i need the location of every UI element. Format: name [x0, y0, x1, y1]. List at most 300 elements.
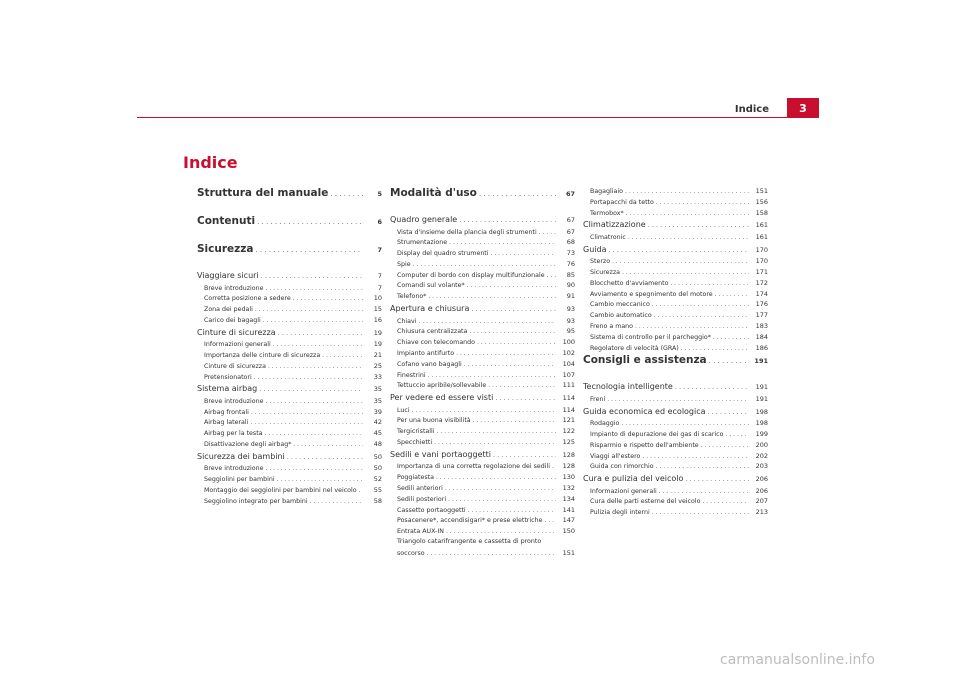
toc-entry-sub[interactable]	[583, 419, 768, 430]
leader-dots	[330, 190, 363, 198]
toc-page-number: 102	[562, 348, 575, 357]
toc-page-number: 19	[373, 340, 382, 349]
toc-entry-sub[interactable]	[197, 497, 382, 508]
toc-page-number: 45	[373, 429, 382, 438]
leader-dots	[266, 465, 363, 472]
toc-entry-sub[interactable]	[197, 284, 382, 295]
toc-entry-sub[interactable]	[390, 292, 575, 303]
toc-page-number: 161	[755, 232, 768, 241]
toc-entry-label: Cura e pulizia del veicolo	[583, 474, 684, 484]
toc-page-number: 114	[562, 405, 575, 414]
toc-page-number: 128	[562, 450, 575, 459]
toc-entry-sub[interactable]	[583, 268, 768, 279]
leader-dots	[448, 496, 556, 503]
toc-page-number: 10	[373, 294, 382, 303]
toc-page-number: 90	[566, 281, 575, 290]
toc-page-number: 161	[755, 221, 768, 230]
toc-page-number: 114	[562, 394, 575, 403]
leader-dots	[293, 441, 363, 448]
toc-entry-label: Blocchetto d'avviamento	[590, 279, 669, 287]
toc-page-number: 151	[562, 548, 575, 557]
toc-entry-label: Importanza di una corretta regolazione dei sedili	[397, 463, 550, 471]
toc-page-number: 186	[755, 343, 768, 352]
leader-dots	[456, 350, 556, 357]
toc-entry-sub[interactable]	[390, 271, 575, 282]
toc-entry-label: Tergicristalli	[397, 428, 435, 436]
toc-entry-sub[interactable]	[583, 311, 768, 322]
toc-entry-sub[interactable]	[390, 360, 575, 371]
toc-entry-label: Cambio meccanico	[590, 301, 650, 309]
toc-entry-label: Montaggio dei seggiolini per bambini nel veicolo	[204, 486, 357, 494]
leader-dots	[652, 301, 749, 308]
toc-entry-section[interactable]	[390, 304, 575, 317]
leader-dots	[263, 317, 363, 324]
leader-dots	[413, 261, 556, 268]
toc-page-number: 91	[566, 292, 575, 301]
toc-page-number: 111	[562, 381, 575, 390]
toc-entry-label: Sedili posteriori	[397, 495, 447, 503]
toc-entry-sub[interactable]	[390, 281, 575, 292]
toc-page-number: 170	[755, 257, 768, 266]
header-divider	[137, 117, 819, 118]
toc-entry-label: Apertura e chiusura	[390, 304, 470, 314]
toc-entry-sub[interactable]	[390, 495, 575, 506]
toc-page-number: 15	[373, 305, 382, 314]
leader-dots	[701, 442, 749, 449]
leader-dots	[626, 210, 749, 217]
leader-dots	[322, 352, 363, 359]
toc-entry-sub[interactable]	[197, 362, 382, 373]
toc-entry-sub[interactable]	[390, 238, 575, 249]
toc-entry-label: Spie	[397, 260, 411, 268]
toc-page-number: 6	[377, 218, 382, 226]
toc-entry-label: Cassetto portaoggetti	[397, 506, 466, 514]
toc-entry-label: Chiusura centralizzata	[397, 328, 468, 336]
toc-entry-sub[interactable]	[390, 260, 575, 271]
toc-entry-label: Finestrini	[397, 371, 426, 379]
toc-entry-sub[interactable]	[197, 305, 382, 316]
toc-entry-sub[interactable]	[583, 198, 768, 209]
toc-entry-label: Bagagliaio	[590, 188, 623, 195]
toc-page-number: 35	[373, 396, 382, 405]
toc-entry-label: Sistema airbag	[197, 384, 258, 394]
leader-dots	[293, 295, 363, 302]
toc-entry-sub[interactable]	[390, 416, 575, 427]
toc-entry-sub[interactable]	[197, 397, 382, 408]
toc-entry-section[interactable]	[390, 393, 575, 406]
toc-entry-label: Cura delle parti esterne del veicolo	[590, 498, 701, 506]
toc-page-number: 207	[755, 497, 768, 506]
toc-page-number: 191	[755, 394, 768, 403]
toc-entry-sub[interactable]	[583, 257, 768, 268]
toc-page-number: 206	[755, 486, 768, 495]
toc-entry-sub[interactable]	[583, 462, 768, 473]
toc-entry-sub[interactable]	[197, 294, 382, 305]
toc-entry-sub[interactable]	[583, 487, 768, 498]
toc-page-number: 58	[373, 496, 382, 505]
leader-dots	[257, 218, 363, 226]
toc-entry-label: Sistema di controllo per il parcheggio*	[590, 333, 711, 341]
toc-entry-label: Viaggiare sicuri	[197, 271, 259, 280]
toc-entry-label: Luci	[397, 406, 410, 414]
toc-entry-sub[interactable]	[390, 327, 575, 338]
toc-page-number: 199	[755, 429, 768, 438]
leader-dots	[625, 188, 749, 195]
leader-dots	[656, 463, 749, 470]
toc-entry-sub[interactable]	[197, 429, 382, 440]
toc-entry-label: Rodaggio	[590, 420, 620, 428]
toc-page-number: 176	[755, 300, 768, 309]
toc-page-number: 191	[755, 383, 768, 392]
toc-entry-label: Disattivazione degli airbag*	[204, 441, 292, 449]
toc-entry-sub[interactable]	[390, 338, 575, 349]
toc-page-number: 67	[565, 190, 575, 198]
toc-entry-label: Sicurezza dei bambini	[197, 451, 285, 461]
toc-entry-sub[interactable]	[390, 462, 575, 473]
toc-entry-sub[interactable]	[197, 418, 382, 429]
toc-entry-label: Consigli e assistenza	[583, 354, 707, 367]
toc-page-number: 202	[755, 451, 768, 460]
toc-entry-sub[interactable]	[583, 395, 768, 406]
toc-entry-label: Telefono*	[397, 293, 427, 301]
leader-dots	[427, 550, 556, 557]
toc-entry-section[interactable]	[390, 450, 575, 463]
toc-entry-label: Comandi sul volante*	[397, 282, 465, 290]
toc-entry-label: Climatizzazione	[583, 220, 646, 230]
leader-dots	[254, 374, 363, 381]
leader-dots	[642, 453, 749, 460]
toc-page-number: 35	[373, 385, 382, 394]
toc-entry-sub[interactable]	[197, 408, 382, 419]
toc-entry-sub[interactable]	[197, 486, 382, 497]
toc-entry-sub[interactable]	[583, 279, 768, 290]
leader-dots	[479, 190, 556, 198]
leader-dots	[544, 517, 556, 524]
toc-entry-label: Zona dei pedali	[204, 306, 253, 314]
toc-entry-sub[interactable]	[390, 317, 575, 328]
leader-dots	[477, 339, 556, 346]
toc-page-number: 158	[755, 208, 768, 217]
leader-dots	[446, 528, 556, 535]
toc-entry-sub[interactable]	[390, 406, 575, 417]
toc-page-number: 67	[566, 227, 575, 236]
toc-entry-label: Seggiolino integrato per bambini	[204, 497, 308, 505]
leader-dots	[468, 507, 556, 514]
leader-dots	[628, 234, 749, 241]
toc-page-number: 125	[562, 438, 575, 447]
toc-page-number: 33	[373, 372, 382, 381]
toc-entry-label: Vista d'insieme della plancia degli strumenti	[397, 228, 537, 236]
toc-entry-major[interactable]	[197, 215, 382, 235]
toc-page-number: 73	[566, 249, 575, 258]
leader-dots	[471, 305, 556, 313]
toc-page-number: 42	[373, 418, 382, 427]
leader-dots	[278, 329, 363, 337]
toc-column-2	[390, 187, 575, 560]
toc-entry-wrap[interactable]	[390, 538, 575, 549]
leader-dots	[675, 383, 749, 391]
page-header	[0, 98, 787, 118]
toc-page-number: 183	[755, 321, 768, 330]
toc-entry-sub[interactable]	[583, 290, 768, 301]
toc-entry-label: Display del quadro strumenti	[397, 250, 489, 258]
toc-entry-label: Regolatore di velocità (GRA)	[590, 344, 679, 352]
toc-entry-sub[interactable]	[197, 340, 382, 351]
toc-entry-label: Freni	[590, 395, 606, 403]
toc-page-number: 130	[562, 473, 575, 482]
toc-entry-label: Computer di bordo con display multifunzionale	[397, 271, 545, 279]
leader-dots	[428, 372, 556, 379]
toc-page-number: 191	[754, 357, 768, 366]
toc-entry-label: Posacenere*, accendisigari* e prese elettriche	[397, 517, 543, 525]
toc-page-number: 7	[377, 283, 382, 292]
toc-page-number: 107	[562, 370, 575, 379]
toc-entry-label: Risparmio e rispetto dell'ambiente	[590, 441, 699, 449]
leader-dots	[708, 408, 749, 416]
toc-entry-sub[interactable]	[197, 351, 382, 362]
toc-entry-label: Avviamento e spegnimento del motore	[590, 290, 713, 298]
toc-page-number: 100	[562, 338, 575, 347]
leader-dots	[287, 453, 363, 461]
toc-page-number: 141	[562, 505, 575, 514]
toc-page-number: 128	[562, 462, 575, 471]
leader-dots	[436, 474, 556, 481]
leader-dots	[622, 269, 749, 276]
toc-entry-label: Struttura del manuale	[197, 187, 329, 199]
toc-entry-sub[interactable]	[390, 549, 575, 560]
toc-entry-label: Guida economica ed ecologica	[583, 406, 706, 416]
toc-entry-label: Sterzo	[590, 258, 611, 266]
leader-dots	[491, 250, 556, 257]
toc-page-number: 25	[373, 361, 382, 370]
leader-dots	[261, 272, 363, 280]
toc-page-number: 177	[755, 311, 768, 320]
toc-entry-label: Pretensionatori	[204, 373, 252, 381]
leader-dots	[250, 419, 363, 426]
toc-page-number: 21	[373, 350, 382, 359]
toc-entry-sub[interactable]	[197, 440, 382, 451]
toc-entry-sub[interactable]	[197, 475, 382, 486]
leader-dots	[552, 463, 556, 470]
toc-entry-sub[interactable]	[390, 228, 575, 239]
toc-entry-label: Entrata AUX-IN	[397, 528, 444, 536]
leader-dots	[251, 409, 363, 416]
leader-dots	[434, 439, 556, 446]
toc-page-number: 16	[373, 315, 382, 324]
toc-entry-label: Freno a mano	[590, 322, 634, 330]
toc-entry-sub[interactable]	[583, 430, 768, 441]
toc-entry-label: Impianto di depurazione dei gas di scarico	[590, 430, 724, 438]
leader-dots	[428, 293, 556, 300]
toc-entry-sub[interactable]	[583, 344, 768, 355]
toc-entry-label: Cinture di sicurezza	[197, 327, 276, 337]
toc-entry-section[interactable]	[197, 271, 382, 284]
toc-page-number: 203	[755, 462, 768, 471]
leader-dots	[681, 345, 749, 352]
toc-entry-sub[interactable]	[583, 333, 768, 344]
toc-entry-sub[interactable]	[583, 322, 768, 333]
toc-entry-label: soccorso	[397, 549, 425, 557]
toc-entry-section[interactable]	[197, 328, 382, 341]
leader-dots	[547, 272, 556, 279]
leader-dots	[488, 382, 556, 389]
toc-entry-label: Triangolo catarifrangente e cassetta di pronto	[397, 537, 542, 545]
toc-entry-section[interactable]	[583, 245, 768, 258]
leader-dots	[493, 451, 556, 459]
leader-dots	[255, 306, 363, 313]
toc-page-number: 48	[373, 440, 382, 449]
toc-page-number: 85	[566, 270, 575, 279]
toc-entry-sub[interactable]	[583, 508, 768, 519]
leader-dots	[621, 420, 749, 427]
toc-entry-section[interactable]	[197, 384, 382, 397]
toc-entry-sub[interactable]	[583, 209, 768, 220]
leader-dots	[467, 282, 556, 289]
toc-entry-label: Pulizia degli interni	[590, 509, 650, 517]
toc-column-3	[583, 187, 768, 519]
toc-entry-label: Sicurezza	[590, 268, 620, 276]
toc-page-number: 7	[377, 272, 382, 280]
toc-entry-label: Climatronic	[590, 233, 626, 241]
toc-entry-sub[interactable]	[197, 316, 382, 327]
leader-dots	[685, 475, 749, 483]
toc-entry-sub[interactable]	[583, 497, 768, 508]
toc-entry-sub[interactable]	[390, 527, 575, 538]
toc-entry-label: Modalità d'uso	[390, 187, 477, 199]
toc-entry-section[interactable]	[583, 474, 768, 487]
leader-dots	[459, 216, 556, 224]
leader-dots	[259, 385, 363, 393]
toc-entry-sub[interactable]	[583, 300, 768, 311]
toc-page-number: 172	[755, 278, 768, 287]
toc-entry-label: Tettuccio apribile/sollevabile	[397, 382, 487, 390]
toc-entry-label: Termobox*	[590, 209, 624, 217]
leader-dots	[266, 285, 363, 292]
leader-dots	[445, 485, 556, 492]
leader-dots	[265, 430, 363, 437]
toc-entry-label: Per una buona visibilità	[397, 417, 471, 425]
toc-entry-label: Strumentazione	[397, 239, 448, 247]
toc-entry-sub[interactable]	[390, 506, 575, 517]
toc-entry-sub[interactable]	[583, 452, 768, 463]
toc-entry-label: Portapacchi da tetto	[590, 198, 654, 206]
toc-entry-label: Impianto antifurto	[397, 349, 455, 357]
leader-dots	[654, 312, 749, 319]
leader-dots	[652, 509, 749, 516]
toc-entry-sub[interactable]	[583, 187, 768, 198]
toc-page-number: 171	[755, 267, 768, 276]
toc-entry-section[interactable]	[197, 452, 382, 465]
toc-entry-label: Chiave con telecomando	[397, 339, 476, 347]
toc-entry-sub[interactable]	[390, 427, 575, 438]
toc-entry-sub[interactable]	[583, 233, 768, 244]
toc-entry-label: Carico dei bagagli	[204, 316, 261, 324]
leader-dots	[473, 417, 556, 424]
toc-entry-major[interactable]	[197, 243, 382, 263]
toc-page-number: 93	[566, 305, 575, 314]
leader-dots	[702, 498, 749, 505]
leader-dots	[713, 334, 749, 341]
toc-entry-major[interactable]	[583, 354, 768, 374]
toc-entry-sub[interactable]	[390, 249, 575, 260]
toc-entry-label: Informazioni generali	[204, 341, 271, 349]
toc-page-number: 95	[566, 327, 575, 336]
toc-page-number: 104	[562, 359, 575, 368]
toc-entry-major[interactable]	[390, 187, 575, 207]
toc-page-number: 213	[755, 508, 768, 517]
toc-entry-label: Seggiolini per bambini	[204, 476, 275, 484]
page-title: Indice	[183, 153, 238, 172]
toc-entry-label: Contenuti	[197, 215, 256, 227]
toc-page-number: 39	[373, 407, 382, 416]
toc-entry-sub[interactable]	[390, 484, 575, 495]
leader-dots	[437, 428, 556, 435]
toc-entry-label: Quadro generale	[390, 215, 458, 224]
toc-page-number: 206	[755, 475, 768, 484]
leader-dots	[359, 487, 363, 494]
leader-dots	[726, 431, 749, 438]
toc-entry-major[interactable]	[197, 187, 382, 207]
toc-entry-sub[interactable]	[583, 441, 768, 452]
toc-page-number: 132	[562, 483, 575, 492]
leader-dots	[539, 229, 556, 236]
toc-entry-section[interactable]	[583, 382, 768, 395]
toc-entry-label: Chiavi	[397, 317, 417, 325]
leader-dots	[464, 361, 556, 368]
toc-page-number: 170	[755, 245, 768, 254]
toc-page-number: 150	[562, 527, 575, 536]
toc-entry-label: Importanza delle cinture di sicurezza	[204, 351, 321, 359]
toc-column-1	[197, 187, 382, 508]
toc-entry-label: Airbag per la testa	[204, 430, 263, 438]
toc-entry-sub[interactable]	[390, 473, 575, 484]
toc-entry-sub[interactable]	[390, 349, 575, 360]
toc-page-number: 76	[566, 259, 575, 268]
toc-page-number: 200	[755, 440, 768, 449]
toc-entry-section[interactable]	[583, 407, 768, 420]
leader-dots	[273, 341, 363, 348]
toc-entry-sub[interactable]	[197, 373, 382, 384]
page-number-badge: 3	[787, 98, 819, 118]
toc-entry-label: Breve introduzione	[204, 465, 264, 473]
leader-dots	[495, 394, 556, 402]
leader-dots	[659, 488, 749, 495]
leader-dots	[607, 396, 749, 403]
toc-entry-label: Viaggi all'estero	[590, 452, 641, 460]
leader-dots	[715, 291, 749, 298]
toc-entry-sub[interactable]	[390, 516, 575, 527]
toc-entry-label: Sedili e vani portaoggetti	[390, 449, 491, 459]
toc-entry-label: Tecnologia intelligente	[583, 382, 673, 392]
toc-entry-sub[interactable]	[390, 438, 575, 449]
toc-page-number: 50	[373, 452, 382, 461]
toc-entry-sub[interactable]	[390, 381, 575, 392]
toc-entry-section[interactable]	[390, 215, 575, 228]
toc-entry-label: Informazioni generali	[590, 487, 657, 495]
toc-entry-label: Cinture di sicurezza	[204, 362, 266, 370]
toc-entry-section[interactable]	[583, 220, 768, 233]
leader-dots	[268, 363, 363, 370]
toc-page-number: 52	[373, 475, 382, 484]
toc-entry-label: Guida	[583, 244, 607, 254]
toc-entry-sub[interactable]	[390, 371, 575, 382]
leader-dots	[608, 246, 749, 254]
toc-page-number: 151	[755, 187, 768, 195]
leader-dots	[310, 498, 363, 505]
toc-entry-sub[interactable]	[197, 464, 382, 475]
leader-dots	[277, 476, 363, 483]
header-title: Indice	[734, 104, 769, 115]
